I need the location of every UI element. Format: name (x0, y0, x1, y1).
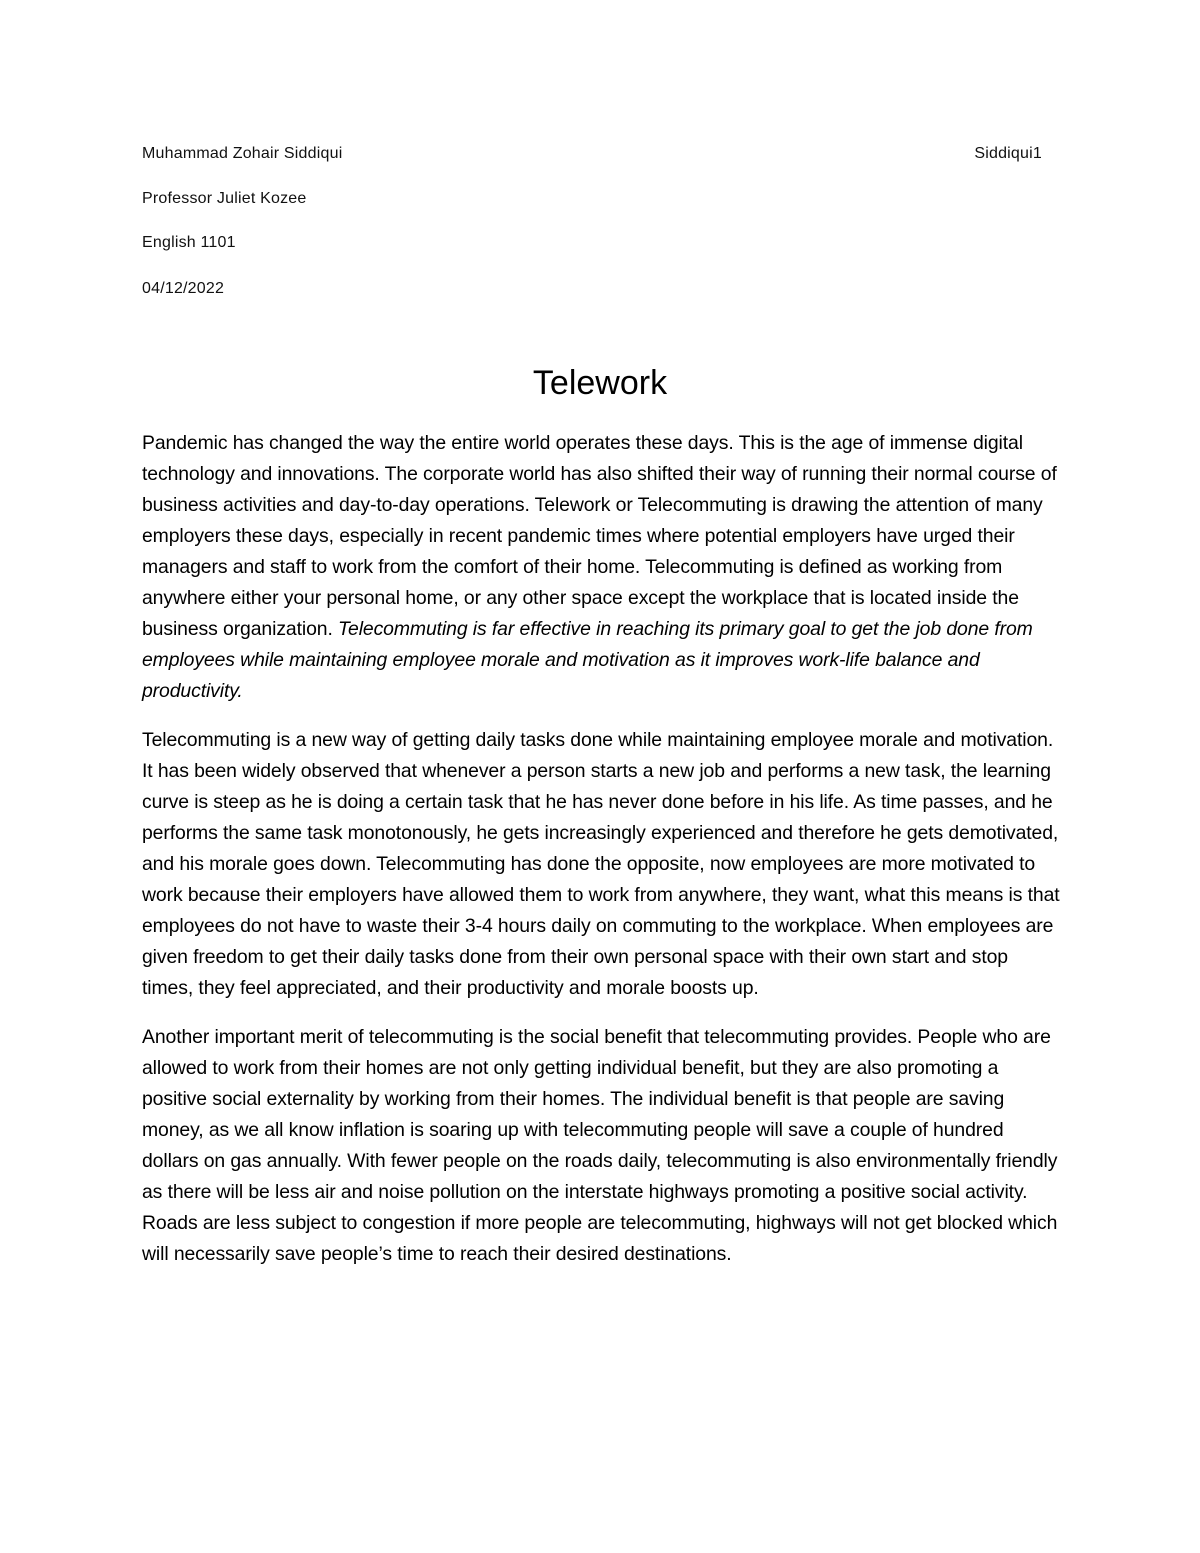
page-title: Telework (532, 364, 668, 402)
essay-body (142, 428, 1062, 1288)
paragraph-3: Another important merit of telecommuting is the social benefit that telecommuting provides. People who are allowed to work from their homes are not only getting individual benefit, but they are also promoting a positive social externality by working from their homes. The individual benefit is that people are saving money, as we all know inflation is soaring up with telecommuting people will save a couple of hundred dollars on gas annually. With fewer people on the roads daily, telecommuting is also environmentally friendly as there will be less air and noise pollution on the interstate highways promoting a positive social activity. Roads are less subject to congestion if more people are telecommuting, highways will not get blocked which will necessarily save people’s time to reach their desired destinations. (142, 1026, 1058, 1265)
paragraph-2: Telecommuting is a new way of getting daily tasks done while maintaining employee morale and motivation. It has been widely observed that whenever a person starts a new job and performs a new task, the learning curve is steep as he is doing a certain task that he has never done before in his life. As time passes, and he performs the same task monotonously, he gets increasingly experienced and therefore he gets demotivated, and his morale goes down. Telecommuting has done the opposite, now employees are more motivated to work because their employers have allowed them to work from anywhere, they want, what this means is that employees do not have to waste their 3-4 hours daily on commuting to the workplace. When employees are given freedom to get their daily tasks done from their own personal space with their own start and stop times, they feel appreciated, and their productivity and morale boosts up. (142, 729, 1060, 999)
date: 04/12/2022 (142, 280, 225, 297)
paragraph-intro (142, 428, 1062, 707)
thesis-statement: Telecommuting is far effective in reaching its primary goal to get the job done from employees while maintaining employee morale and motivation as it improves work-life balance and productivity. (142, 618, 1033, 702)
intro-text: Pandemic has changed the way the entire world operates these days. This is the age of immense digital technology and innovations. The corporate world has also shifted their way of running their normal course of business activities and day-to-day operations. Telework or Telecommuting is drawing the attention of many employers these days, especially in recent pandemic times where potential employers have urged their managers and staff to work from the comfort of their home. Telecommuting is defined as working from anywhere either your personal home, or any other space except the workplace that is located inside the business organization. (142, 432, 1057, 640)
course-name: English 1101 (142, 234, 236, 251)
professor-name: Professor Juliet Kozee (142, 190, 307, 207)
page-number-header: Siddiqui1 (974, 145, 1042, 162)
author-name: Muhammad Zohair Siddiqui (142, 145, 343, 162)
